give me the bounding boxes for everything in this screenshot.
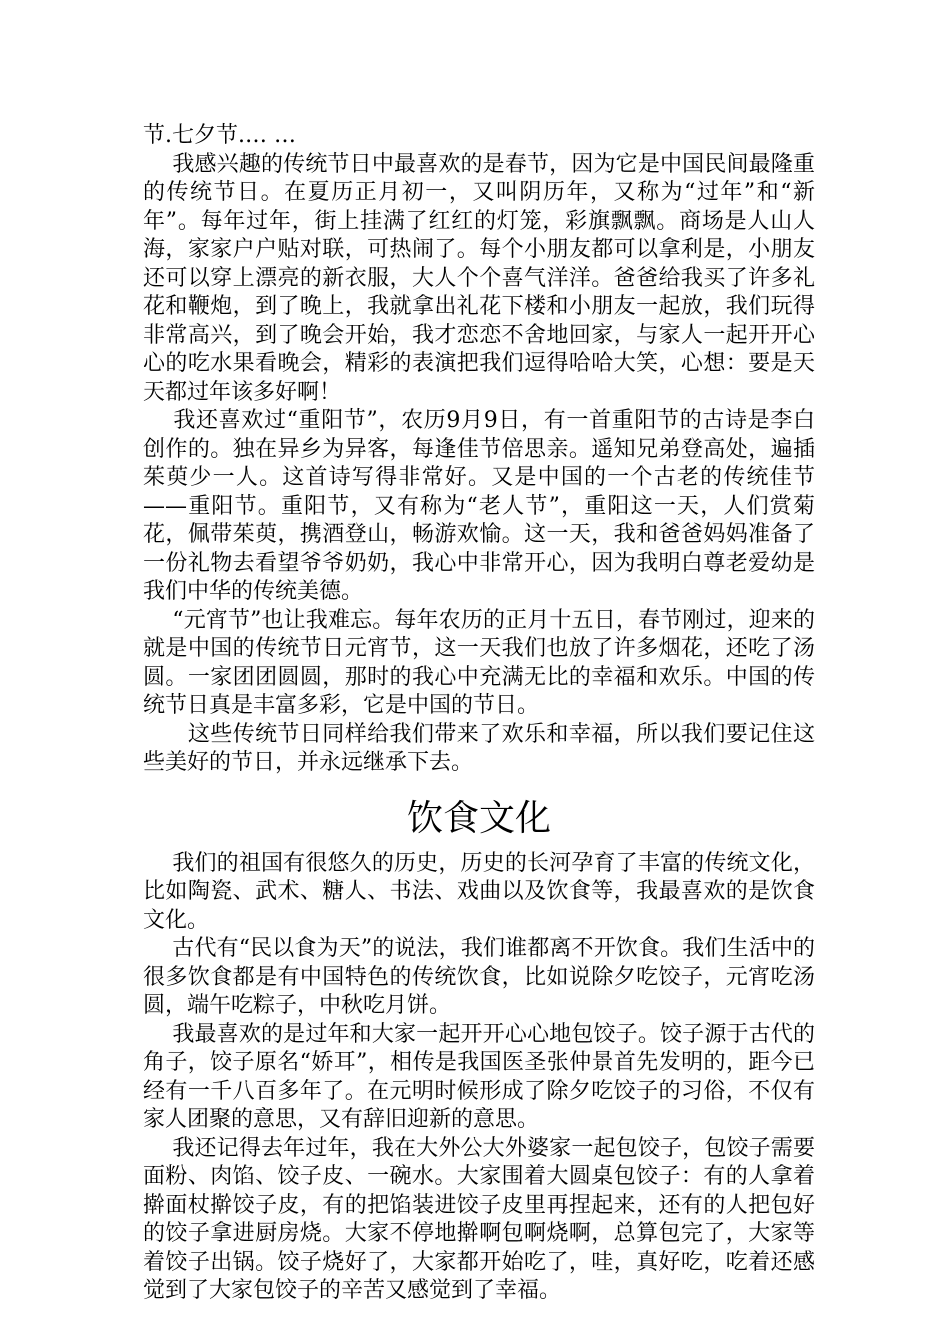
paragraph [143, 1135, 815, 1306]
section-food-culture [143, 850, 815, 1306]
paragraph-indent [143, 152, 172, 177]
paragraph-text: 这些传统节日同样给我们带来了欢乐和幸福，所以我们要记住这些美好的节日，并永远继承下去。 [143, 721, 815, 775]
paragraph-text: 我最喜欢的是过年和大家一起开开心心地包饺子。饺子源于古代的角子，饺子原名“娇耳”，相传是我国医圣张仲景首先发明的，距今已经有一千八百多年了。在元明时候形成了除夕吃饺子的习俗，不仅有家人团聚的意思，又有辞旧迎新的意思。 [143, 1021, 815, 1132]
paragraph-text: “元宵节”也让我难忘。每年农历的正月十五日，春节刚过，迎来的就是中国的传统节日元宵节，这一天我们也放了许多烟花，还吃了汤圆。一家团团圆圆，那时的我心中充满无比的幸福和欢乐。中国的传统节日真是丰富多彩，它是中国的节日。 [143, 607, 816, 718]
paragraph [143, 122, 815, 151]
paragraph [143, 721, 815, 778]
paragraph-text: 节.七夕节.… … [143, 123, 296, 148]
paragraph-indent [143, 1022, 172, 1047]
paragraph-indent [143, 851, 172, 876]
paragraph-indent [143, 408, 173, 433]
paragraph [143, 407, 815, 607]
section-title: 饮食文化 [406, 797, 551, 839]
paragraph [143, 1021, 815, 1135]
paragraph-indent [143, 1136, 172, 1161]
paragraph-indent [143, 608, 172, 633]
paragraph [143, 850, 815, 936]
document-page [143, 122, 815, 1306]
paragraph [143, 935, 815, 1021]
section-festivals [143, 122, 815, 778]
paragraph-text: 我还记得去年过年，我在大外公大外婆家一起包饺子，包饺子需要面粉、肉馅、饺子皮、一碗水。大家围着大圆桌包饺子：有的人拿着擀面杖擀饺子皮，有的把馅装进饺子皮里再捏起来，还有的人把包好的饺子拿进厨房烧。大家不停地擀啊包啊烧啊，总算包完了，大家等着饺子出锅。饺子烧好了，大家都开始吃了，哇，真好吃，吃着还感觉到了大家包饺子的辛苦又感觉到了幸福。 [143, 1135, 815, 1303]
paragraph [143, 607, 815, 721]
paragraph-text: 我还喜欢过“重阳节”，农历9月9日，有一首重阳节的古诗是李白创作的。独在异乡为异客，每逢佳节倍思亲。遥知兄弟登高处，遍插茱萸少一人。这首诗写得非常好。又是中国的一个古老的传统佳节——重阳节。重阳节，又有称为“老人节”，重阳这一天，人们赏菊花，佩带茱萸，携酒登山，畅游欢愉。这一天，我和爸爸妈妈准备了一份礼物去看望爷爷奶奶，我心中非常开心，因为我明白尊老爱幼是我们中华的传统美德。 [143, 408, 815, 604]
paragraph-text: 我们的祖国有很悠久的历史，历史的长河孕育了丰富的传统文化，比如陶瓷、武术、糖人、书法、戏曲以及饮食等，我最喜欢的是饮食文化。 [143, 850, 815, 933]
paragraph-indent [143, 936, 172, 961]
paragraph-text: 古代有“民以食为天”的说法，我们谁都离不开饮食。我们生活中的很多饮食都是有中国特色的传统饮食，比如说除夕吃饺子，元宵吃汤圆，端午吃粽子，中秋吃月饼。 [143, 936, 816, 1018]
paragraph [143, 151, 815, 408]
paragraph-indent [143, 722, 188, 747]
paragraph-text: 我感兴趣的传统节日中最喜欢的是春节，因为它是中国民间最隆重的传统节日。在夏历正月初一，又叫阴历年，又称为“过年”和“新年”。每年过年，街上挂满了红红的灯笼，彩旗飘飘。商场是人山人海，家家户户贴对联，可热闹了。每个小朋友都可以拿利是，小朋友还可以穿上漂亮的新衣服，大人个个喜气洋洋。爸爸给我买了许多礼花和鞭炮，到了晚上，我就拿出礼花下楼和小朋友一起放，我们玩得非常高兴，到了晚会开始，我才恋恋不舍地回家，与家人一起开开心心的吃水果看晚会，精彩的表演把我们逗得哈哈大笑，心想：要是天天都过年该多好啊！ [143, 151, 815, 405]
